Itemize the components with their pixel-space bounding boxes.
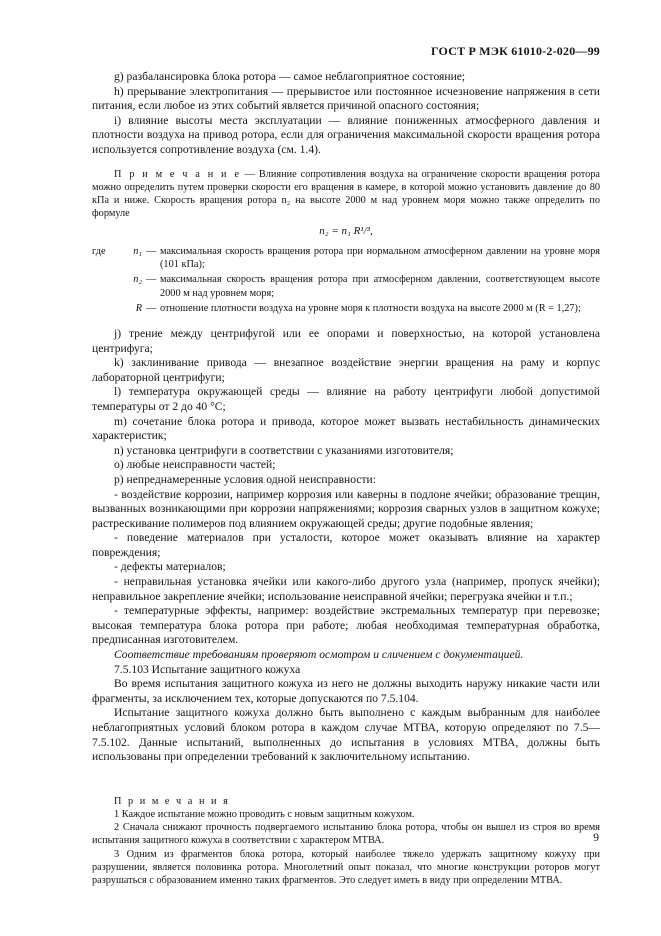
item-h: h) прерывание электропитания — прерывистое или постоянное исчезновение напряжения в сети питания, если любое из этих событий является причиной опасного состояния; [92, 84, 600, 113]
dash-item: - дефекты материалов; [114, 560, 226, 574]
item-p: p) непреднамеренные условия одной неисправности: [114, 472, 376, 486]
note-air-resistance [92, 168, 600, 221]
dash-item: - воздействие коррозии, например коррозия или каверны в подлоне ячейки; образование трещин, вызванных возникающими при коррозии напряжениями; коррозия сварных узлов в защитном кожухе; растрескивание полимеров под влиянием окружающей среды; другие подобные явления; [92, 487, 600, 530]
note-item: 2 Сначала снижают прочность подвергаемого испытанию блока ротора, чтобы он вышел из строя во время испытания защитного кожуха в соответствии с характером МТВА. [92, 822, 600, 847]
compliance-statement: Соответствие требованиям проверяют осмотром и сличением с документацией. [114, 648, 524, 662]
item-k: k) заклинивание привода — внезапное воздействие энергии вращения на раму и корпус лабораторной центрифуги; [92, 356, 600, 384]
legend-symbol: n₂ [133, 274, 142, 286]
notes-label: П р и м е ч а н и я [114, 795, 230, 807]
item-j: j) трение между центрифугой или ее опорами и поверхностью, на которой установлена центрифуга; [92, 326, 600, 355]
legend-text: максимальная скорость вращения ротора при атмосферном давлении, соответствующем высоте 2000 м над уровнем моря; [160, 274, 600, 299]
dash-item: - температурные эффекты, например: воздействие экстремальных температур при перевозке; высокая температура блока ротора при работе; любая необходимая температурная обработка, предписанная изготовителем. [92, 604, 600, 647]
dash-item: - поведение материалов при усталости, которое может оказывать влияние на характер повреждения; [92, 531, 600, 559]
legend-symbol: R [135, 302, 142, 314]
paragraph: Испытание защитного кожуха должно быть выполнено с каждым выбранным для наиболее неблагоприятных условий блоком ротора в каждом случае МТВА, которую определяют по 7.5—7.5.102. Данные испытаний, выполненных до испытания в условиях МТВА, должны быть использованы при определении требований к заключительному испытанию. [92, 706, 600, 764]
item-m: m) сочетание блока ротора и привода, которое может вызвать нестабильность динамических характеристик; [92, 414, 600, 443]
legend-row: где n₁ — максимальная скорость вращения ротора при нормальном атмосферном давлении на уровне моря (101 кПа); [92, 245, 600, 273]
note-label: П р и м е ч а н и е [114, 168, 241, 180]
item-n: n) установка центрифуги в соответствии с указаниями изготовителя; [114, 443, 454, 457]
paragraph: Во время испытания защитного кожуха из него не должны выходить наружу никакие части или фрагменты, за исключением тех, которые допускаются по 7.5.104. [92, 677, 600, 705]
item-o: o) любые неисправности частей; [114, 458, 276, 472]
where-label: где [92, 245, 106, 257]
legend-text: максимальная скорость вращения ротора при нормальном атмосферном давлении на уровне моря (101 кПа); [160, 245, 600, 271]
legend-row: n₂ — максимальная скорость вращения ротора при атмосферном давлении, соответствующем высоте 2000 м над уровнем моря; [92, 273, 600, 301]
legend-symbol: n₁ [133, 245, 142, 257]
note-item: 1 Каждое испытание можно проводить с новым защитным кожухом. [114, 809, 415, 820]
item-l: l) температура окружающей среды — влияние на работу центрифуги любой допустимой температуры от 2 до 40 °С; [92, 385, 600, 413]
legend-text: отношение плотности воздуха на уровне моря к плотности воздуха на высоте 2000 м (R = 1,27); [160, 302, 581, 314]
legend-row: R — отношение плотности воздуха на уровне моря к плотности воздуха на высоте 2000 м (R = 1,27); [92, 302, 600, 317]
section-title: 7.5.103 Испытание защитного кожуха [114, 662, 301, 676]
dash-item: - неправильная установка ячейки или какого-либо другого узла (например, пропуск ячейки); неправильное закрепление ячейки; использование неисправной ячейки; перегрузка ячейки и т.п.; [92, 575, 600, 603]
item-g: g) разбалансировка блока ротора — самое неблагоприятное состояние; [114, 70, 466, 83]
item-i: i) влияние высоты места эксплуатации — влияние пониженных атмосферного давления и плотности воздуха на привод ротора, если для ограничения максимальной скорости вращения ротора используется сопротивление воздуха (см. 1.4). [92, 113, 600, 156]
page-content [92, 70, 600, 887]
document-header: ГОСТ Р МЭК 61010-2-020—99 [431, 44, 600, 58]
note-item: 3 Одним из фрагментов блока ротора, который наиболее тяжело удержать защитному кожуху при разрушении, является половинка ротора. Многолетний опыт показал, что многие конструкции роторов могут разрушаться с образованием именно таких фрагментов. Это следует иметь в виду при определении МТВА. [92, 848, 600, 887]
page-number: 9 [593, 832, 599, 844]
note-text: — Влияние сопротивления воздуха на ограничение скорости вращения ротора можно определить путем проверки скорости его вращения в камере, в которой можно установить давление до 80 кПа и ниже. Скорость вращения ротора n₂ на высоте 2000 м над уровнем моря можно также определить по формуле [92, 168, 600, 220]
formula: n₂ = n₁ R¹/³, [319, 225, 373, 238]
variables-legend [92, 245, 600, 317]
